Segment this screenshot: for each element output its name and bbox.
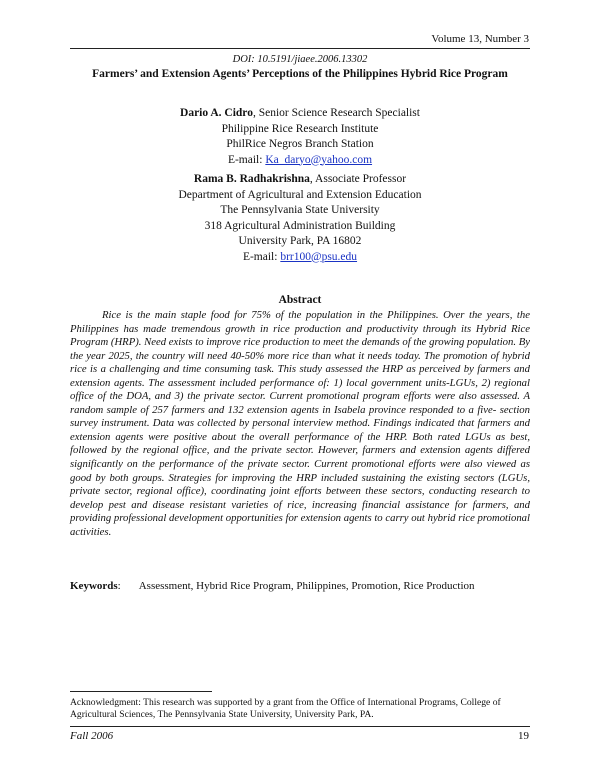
doi: DOI: 10.5191/jiaee.2006.13302 — [232, 54, 368, 65]
email-line — [0, 250, 600, 266]
keywords-colon: : — [117, 580, 121, 592]
affiliation-line: University Park, PA 16802 — [238, 235, 362, 247]
email-link[interactable]: Ka_daryo@yahoo.com — [265, 153, 373, 166]
keywords-line — [70, 580, 530, 592]
affiliation-line: Philippine Rice Research Institute — [221, 122, 379, 135]
footer-rule — [70, 726, 530, 727]
affiliation-line: PhilRice Negros Branch Station — [226, 138, 374, 150]
keywords-label: Keywords — [70, 580, 118, 592]
email-link[interactable]: brr100@psu.edu — [280, 250, 358, 263]
abstract-heading: Abstract — [278, 294, 322, 306]
affiliation-line: 318 Agricultural Administration Building — [204, 219, 396, 232]
email-label: E-mail: — [227, 153, 266, 166]
author-role: , Senior Science Research Specialist — [252, 107, 420, 119]
email-label: E-mail: — [242, 250, 281, 263]
affiliation-line: The Pennsylvania State University — [220, 204, 380, 216]
author-name-line — [0, 172, 600, 188]
author-name-line — [0, 106, 600, 122]
author-name: Rama B. Radhakrishna — [193, 173, 310, 185]
author-block-2 — [0, 172, 600, 265]
email-line — [0, 153, 600, 169]
author-block-1 — [0, 106, 600, 168]
header-rule — [70, 48, 530, 49]
page-number: 19 — [518, 730, 529, 742]
paper-title: Farmers’ and Extension Agents’ Perceptions of the Philippines Hybrid Rice Program — [92, 68, 508, 80]
author-name: Dario A. Cidro — [180, 107, 253, 119]
keywords-values: Assessment, Hybrid Rice Program, Philippines, Promotion, Rice Production — [138, 580, 475, 592]
volume-label: Volume 13, Number 3 — [431, 33, 529, 45]
issue-label: Fall 2006 — [70, 730, 114, 742]
abstract-text: Rice is the main staple food for 75% of the population in the Philippines. Over the years, the Philippines has made tremendous growth in rice production and productivity through its Hybrid Rice Program (HRP). Need exists to improve rice production to meet the demands of the growing population. By the year 2025, the country will need 40-50% more rice than what it needs today. The promotion of hybrid rice is a challenging and time consuming task. This study assessed the HRP as perceived by farmers and extension agents. The assessment included performance of: 1) local government units-LGUs, 2) regional office of the DOA, and 3) the private sector. Current promotional program efforts were also assessed. A random sample of 257 farmers and 132 extension agents in Isabela province responded to a five- section survey instrument. Data was collected by personal interview method. Findings indicated that farmers and extension agents were positive about the overall performance of the HRP. Both rated LGUs as best, followed by the regional office, and the private sector. However, farmers and extension agents differed significantly on the performance of the private sector. Current promotional efforts were also viewed as good by both groups. Strategies for improving the HRP included sustaining the existing sectors (LGUs, private sector, regional office), coordinating joint efforts between these sectors, conducting research to develop pest and disease resistant varieties of rice, increasing financial assistance for farmers, and providing professional development opportunities for extension agents to carry out hybrid rice promotional activities. — [70, 309, 530, 538]
affiliation-line: Department of Agricultural and Extension Education — [178, 188, 422, 201]
footnote-rule — [70, 691, 212, 692]
acknowledgment-footnote: Acknowledgment: This research was supported by a grant from the Office of International Programs, College of Agricultural Sciences, The Pennsylvania State University, University Park, PA. — [70, 697, 501, 721]
author-role: , Associate Professor — [309, 173, 407, 185]
